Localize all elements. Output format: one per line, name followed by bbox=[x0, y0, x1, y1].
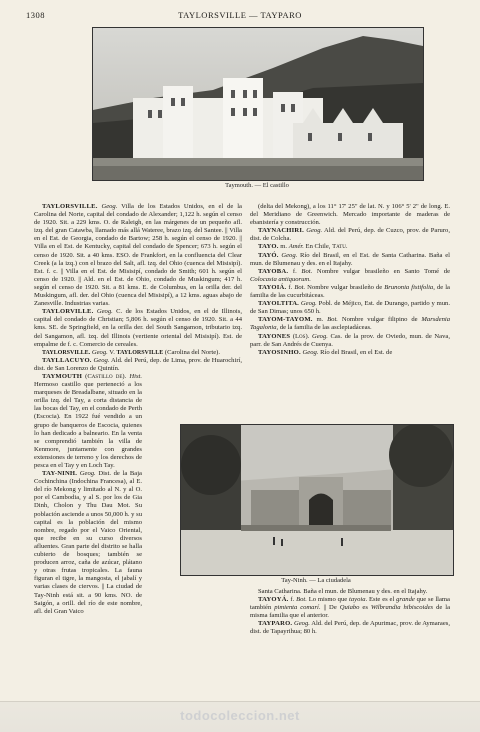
entry-tayoba: TAYOBA. f. Bot. Nombre vulgar brasileño en Santo Tomé de Colocasia antiquorum. bbox=[250, 267, 450, 283]
entry-taylorsville-ref: TAYLORSVILLE. Geog. V. TAYLORSVILLE (Carolina del Norte). bbox=[42, 348, 220, 356]
entry-tay-ninh: TAY-NINH. Geog. Dist. de la Baja Cochinchina (Indochina Francesa), al E. del río Mekong y limitado al N. y al O. por el Cambodia, y al S. por los de Gia Dinh, Cholon y Thu Dau Mot. Su población asciende a unos 50,000 h. y su capital es la población del mismo nombre, regado por el Vaico Oriental, que recibe en su curso diversos afluentes. Gran parte del distrito se halla cubierto de bosques; también se producen arroz, caña de azúcar, plátano y otras frutas tropicales. La fauna figuran el tigre, la mangosta, el jabalí y varias clases de ciervos. || La ciudad de Tay-Ninh está sit. a 90 kms. NO. de Saigón, a orill. del río de este nombre, afl. del Gran Vaico bbox=[34, 470, 142, 615]
entry-tayoltita: TAYOLTITA. Geog. Pobl. de Méjico, Est. de Durango, partido y mun. de San Dimas; unos 650 h. bbox=[250, 300, 450, 316]
entry-tayoya: TAYOYÁ. f. Bot. Lo mismo que tayoia. Este es el grande que se llama también pimienta comarí. || De Quiabo es Wilbrandia hibiscoides de la misma familia que el anterior. bbox=[250, 596, 451, 620]
entry-tayosinho: TAYOSINHO. Geog. Río del Brasil, en el Est. de bbox=[258, 348, 393, 356]
entry-taylorville: TAYLORVILLE. Geog. C. de los Estados Unidos, en el de Illinois, capital del condado de Christian; 5,806 h. según el censo de 1920. Sit. a 44 kms. SE. de Springfield, en la orilla der. del South Sangamon, tributario izq. del Sangamon, afl. izq. del Illinois (vertiente oriental del Misisipí). Est. de empalme de f. c. Comercio de cereales. bbox=[34, 308, 242, 348]
entry-tayo: TAYO. m. Amér. En Chile, Tatu. bbox=[258, 243, 348, 251]
citadel-caption: Tay-Ninh. — La ciudadela bbox=[281, 577, 351, 584]
castle-illustration bbox=[93, 28, 423, 180]
entry-taymouth: TAYMOUTH (Castillo de). Hist. Hermoso castillo que perteneció a los marqueses de Breadalbane, situado en la orilla izq. del Tay, a corta distancia de las bocas del Tay, en el condado de Perth (Escocia). En 1922 fué vendido a un grupo de banqueros de Escocia, quienes lo han dedicado a balneario. En la venta se comprendió también la villa de Kenmore, juntamente con grandes extensiones de terreno y los derechos de pesca en el Tay y en Loch Tay. bbox=[34, 372, 142, 469]
entry-tayom-tayom: TAYOM-TAYOM. m. Bot. Nombre vulgar filipino de Marsdenia Tagalonia, de la familia de las asclepiadáceas. bbox=[250, 316, 450, 332]
entry-tayo-river: TAYÓ. Geog. Río del Brasil, en el Est. de Santa Catharina. Baña el mun. de Blumenau y des. en el Itajahy. bbox=[250, 251, 450, 267]
entry-tayllacuyo: TAYLLACUYO. Geog. Ald. del Perú, dep. de Lima, prov. de Huarochirí, dist. de San Lorenzo de Quintín. bbox=[34, 356, 242, 372]
page-title: TAYLORSVILLE — TAYPARO bbox=[178, 10, 302, 20]
citadel-photo bbox=[180, 424, 454, 576]
castle-caption: Taymouth. — El castillo bbox=[225, 182, 289, 189]
right-column-bottom bbox=[250, 588, 450, 688]
entry-tayoia: TAYOIÁ. f. Bot. Nombre vulgar brasileño de Brunonia fistifolia, de la familia de las cucurbitáceas. bbox=[250, 283, 450, 300]
entry-taylorsville: TAYLORSVILLE. Geog. Villa de los Estados Unidos, en el de la Carolina del Norte, capital del condado de Alexander; 1,122 h. según el censo de 1920. Sit. a 229 kms. O. de Raleigh, en las márgenes de un pequeño afl. izq. del gran Catawba, llamado más allá Wateree, brazo izq. del Santee. || Villa en el Est. de Georgia, condado de Bartow; 258 h. según el censo de 1920. || Villa en el Est. de Kentucky, capital del condado de Spencer; 673 h. según el censo de 1920. Sit. a 40 kms. ESO. de Frankfort, en la confluencia del Clear Creek (a la izq.) con el brazo del Salt, afl. izq. del Ohio (cuenca del Misisipí). Est. f. c. || Villa en el Est. de Misisipí, condado de Smith; 601 h. según el censo de 1920. || Ald. en el Est. de Ohio, condado de Muskingum; 417 h. según el censo de 1920. Sit. a 81 kms. E. de Columbus, en la orilla der. del Muskingum, afl. der. del Ohio (cuenca del Misisipí), a 12 kms. aguas abajo de Zanesville. Industrias varias. bbox=[34, 203, 242, 308]
watermark-text: todocoleccion.net bbox=[180, 708, 300, 723]
entry-taynachiri: TAYNACHIRI. Geog. Ald. del Perú, dep. de Cuzco, prov. de Paruro, dist. de Colcha. bbox=[250, 227, 450, 243]
entry-tayosinho-cont: Santa Catharina. Baña el mun. de Blumenau y des. en el Itajahy. bbox=[258, 588, 428, 595]
castle-photo bbox=[92, 27, 424, 181]
page-header bbox=[26, 10, 454, 24]
right-column-top bbox=[250, 203, 450, 443]
entry-tay-ninh-cont: (delta del Mekong), a los 11° 17' 25" de lat. N. y 106° 5' 2" de long. E. del Meridiano de Greenwich. Mercado importante de maderas de ebanistería y construcción. bbox=[250, 203, 450, 227]
entry-tayparo: TAYPARO. Geog. Ald. del Perú, dep. de Apurimac, prov. de Aymaraes, dist. de Tapayrihua; 80 h. bbox=[250, 620, 450, 636]
citadel-illustration bbox=[181, 425, 453, 575]
entry-tayones: TAYONES (Los). Geog. Cas. de la prov. de Oviedo, mun. de Nava, parr. de San Andrés de Cuenya. bbox=[250, 332, 450, 348]
watermark-bar bbox=[0, 701, 480, 732]
page-number: 1308 bbox=[26, 10, 45, 20]
